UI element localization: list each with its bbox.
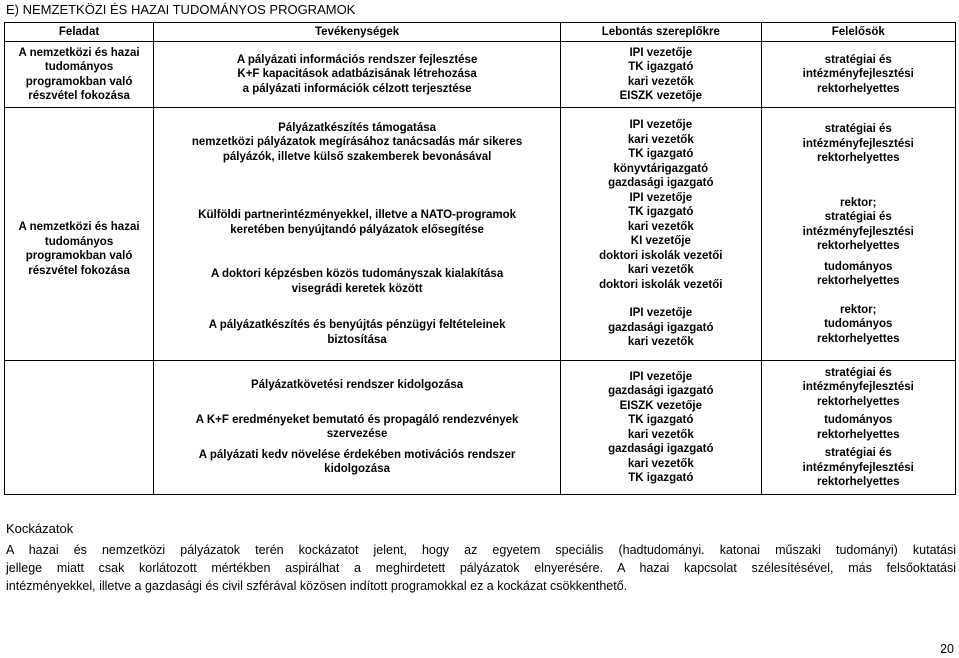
task-cell: A nemzetközi és hazai tudományos programokban való részvétel fokozása bbox=[5, 42, 154, 108]
activity-cell: Pályázatkövetési rendszer kidolgozása A K+F eredményeket bemutató és propagáló rendezvények szervezése A pályázati kedv növelése érdekében motivációs rendszer kidolgozása bbox=[154, 361, 561, 495]
risks-title: Kockázatok bbox=[6, 521, 74, 536]
actors-cell: IPI vezetője gazdasági igazgató EISZK vezetője TK igazgató kari vezetők gazdasági igazgató kari vezetők TK igazgató bbox=[561, 361, 761, 495]
activity-cell: A pályázati információs rendszer fejlesztése K+F kapacitások adatbázisának létrehozása a pályázati információk célzott terjesztése bbox=[154, 42, 561, 108]
responsible-cell: stratégiai és intézményfejlesztési rektorhelyettes bbox=[761, 42, 955, 108]
responsible-cell: stratégiai és intézményfejlesztési rektorhelyettes rektor; stratégiai és intézményfejlesztési rektorhelyettes tudományos rektorhelyettes rektor; tudományos rektorhelyettes bbox=[761, 108, 955, 361]
actors-cell: IPI vezetője TK igazgató kari vezetők EISZK vezetője bbox=[561, 42, 761, 108]
risks-line: jellege miatt csak korlátozott mértékben aspirálhat a meghirdetett pályázatok elnyerésére. A hazai kapcsolat szélesítésével, más felsőoktatási bbox=[6, 561, 956, 575]
task-cell bbox=[5, 361, 154, 495]
page-number: 20 bbox=[940, 642, 954, 656]
table-row bbox=[5, 108, 956, 361]
activity-cell: Pályázatkészítés támogatása nemzetközi pályázatok megírásához tanácsadás már sikeres pályázók, illetve külső szakemberek bevonásával Külföldi partnerintézményekkel, illetve a NATO-programok keretében benyújtandó pályázatok elősegítése A doktori képzésben közös tudományszak kialakítása visegrádi keretek között A pályázatkészítés és benyújtás pénzügyi feltételeinek biztosítása bbox=[154, 108, 561, 361]
table-header-row bbox=[5, 23, 956, 42]
section-title: E) NEMZETKÖZI ÉS HAZAI TUDOMÁNYOS PROGRAMOK bbox=[6, 2, 356, 17]
header-task: Feladat bbox=[5, 23, 154, 42]
responsible-cell: stratégiai és intézményfejlesztési rektorhelyettes tudományos rektorhelyettes stratégiai és intézményfejlesztési rektorhelyettes bbox=[761, 361, 955, 495]
header-actors: Lebontás szereplőkre bbox=[561, 23, 761, 42]
header-responsible: Felelősök bbox=[761, 23, 955, 42]
task-cell: A nemzetközi és hazai tudományos programokban való részvétel fokozása bbox=[5, 108, 154, 361]
actors-cell: IPI vezetője kari vezetők TK igazgató könyvtárigazgató gazdasági igazgató IPI vezetője TK igazgató kari vezetők KI vezetője doktori iskolák vezetői kari vezetők doktori iskolák vezetői IPI vezetője gazdasági igazgató kari vezetők bbox=[561, 108, 761, 361]
table-row bbox=[5, 361, 956, 495]
header-activities: Tevékenységek bbox=[154, 23, 561, 42]
risks-paragraph bbox=[6, 541, 956, 595]
risks-line: intézményekkel, illetve a gazdasági és civil szférával közösen indított programokkal ez a kockázat csökkenthető. bbox=[6, 579, 628, 593]
risks-line: A hazai és nemzetközi pályázatok terén kockázatot jelent, hogy az egyetem speciális (hadtudományi. katonai műszaki tudományi) kutatási bbox=[6, 543, 956, 557]
table-row bbox=[5, 42, 956, 108]
program-table bbox=[4, 22, 956, 495]
